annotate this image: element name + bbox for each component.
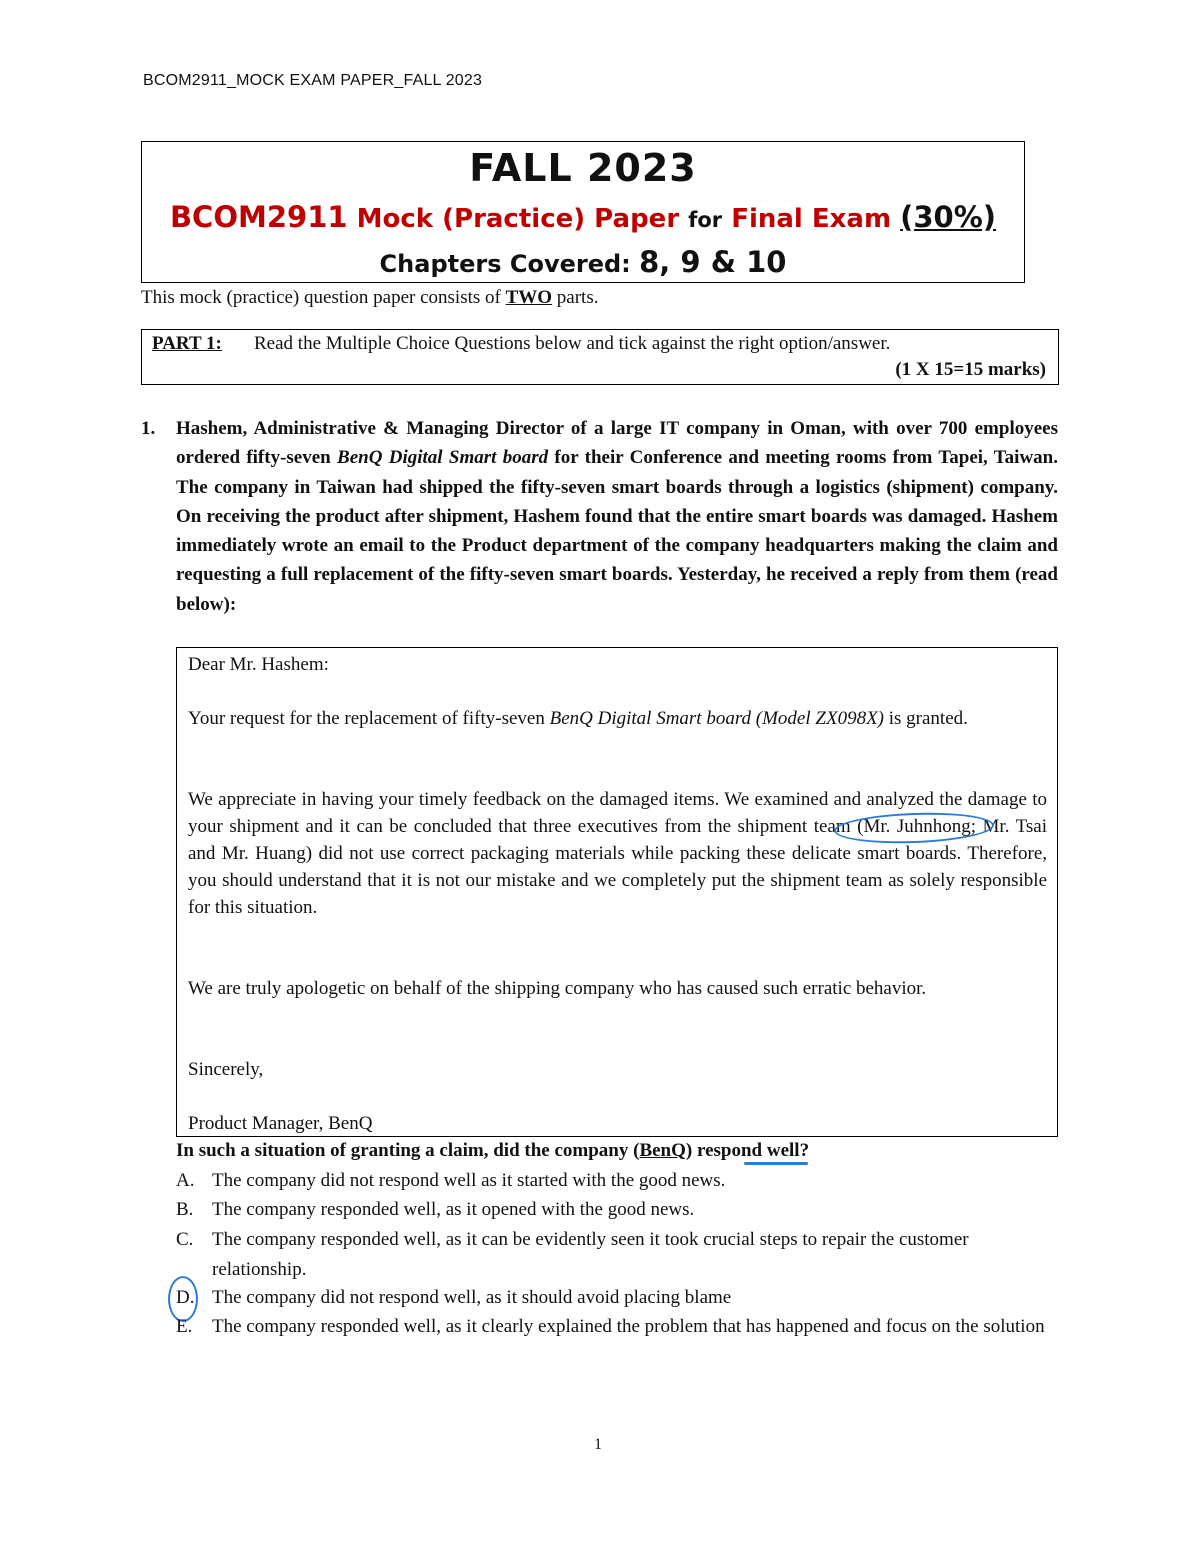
title-main <box>142 200 1024 234</box>
title-year: FALL 2023 <box>469 146 697 190</box>
option-letter: A. <box>176 1170 195 1191</box>
option-text: The company did not respond well as it started with the good news. <box>212 1170 726 1191</box>
prompt-b: ) respond well? <box>685 1140 810 1161</box>
annotation-underline-benq <box>744 1162 808 1165</box>
running-header: BCOM2911_MOCK EXAM PAPER_FALL 2023 <box>143 72 483 89</box>
chapters-line <box>142 245 1024 279</box>
letter-salutation: Dear Mr. Hashem: <box>188 654 329 675</box>
letter-closing: Sincerely, <box>188 1059 264 1080</box>
option-text: The company responded well, as it opened with the good news. <box>212 1199 695 1220</box>
letter-paragraph-3: We are truly apologetic on behalf of the shipping company who has caused such erratic behavior. <box>188 978 927 999</box>
stem-product: BenQ Digital Smart board <box>337 447 549 469</box>
option-text: The company did not respond well, as it should avoid placing blame <box>212 1287 732 1308</box>
part1-label: PART 1: <box>152 333 222 354</box>
intro-before: This mock (practice) question paper consists of <box>141 287 506 308</box>
question-stem <box>176 414 1058 619</box>
final-exam-label: Final Exam <box>731 204 892 234</box>
title-box <box>141 141 1025 283</box>
letter-paragraph-2: We appreciate in having your timely feedback on the damaged items. We examined and analyzed the damage to your shipment and it can be concluded that three executives from the shipment team (Mr. Juhnhong; Mr. Tsai and Mr. Huang) did not use correct packaging materials while packing these delicate smart boards. Therefore, you should understand that it is not our mistake and we completely put the shipment team as solely responsible for this situation. <box>188 789 1047 918</box>
letter-box <box>176 647 1058 1137</box>
stem-part-a: Hashem, Administrative & Managing Director of a large IT company in Oman, with over 700 employees ordered fifty-seven <box>176 418 1058 469</box>
question-prompt <box>176 1140 809 1162</box>
course-code: BCOM2911 <box>169 200 348 234</box>
chapters-numbers: 8, 9 & 10 <box>639 245 787 279</box>
part1-marks: (1 X 15=15 marks) <box>895 359 1046 380</box>
p1-product: BenQ Digital Smart board (Model ZX098X) <box>549 708 884 729</box>
intro-text <box>141 287 598 309</box>
weight-percent: (30%) <box>900 200 997 234</box>
option-letter: B. <box>176 1199 194 1220</box>
letter-paragraph-1 <box>188 705 1047 732</box>
mock-paper-label: Mock (Practice) Paper <box>356 204 680 234</box>
p1-a: Your request for the replacement of fifty-seven <box>188 708 550 729</box>
option-letter: C. <box>176 1229 194 1250</box>
page-number: 1 <box>594 1436 602 1453</box>
part1-box <box>141 329 1059 385</box>
p1-b: is granted. <box>884 708 968 729</box>
intro-after: parts. <box>552 287 599 308</box>
prompt-benq: BenQ <box>639 1140 686 1161</box>
for-label: for <box>688 208 723 232</box>
intro-emphasis: TWO <box>505 287 553 308</box>
option-letter: E. <box>176 1316 193 1337</box>
chapters-label: Chapters Covered: <box>379 250 631 278</box>
letter-signature: Product Manager, BenQ <box>188 1113 373 1134</box>
stem-part-b: for their Conference and meeting rooms from Tapei, Taiwan. The company in Taiwan had shipped the fifty-seven smart boards through a logistics (shipment) company. On receiving the product after shipment, Hashem found that the entire smart boards was damaged. Hashem immediately wrote an email to the Product department of the company headquarters making the claim and requesting a full replacement of the fifty-seven smart boards. Yesterday, he received a reply from them (read below): <box>176 447 1058 615</box>
part1-instruction: Read the Multiple Choice Questions below and tick against the right option/answer. <box>254 333 891 354</box>
prompt-a: In such a situation of granting a claim, did the company ( <box>176 1140 640 1161</box>
option-text: The company responded well, as it clearly explained the problem that has happened and focus on the solution <box>212 1316 1045 1337</box>
question-number: 1. <box>141 418 156 439</box>
option-letter: D. <box>176 1287 195 1308</box>
option-text: The company responded well, as it can be evidently seen it took crucial steps to repair the customer relationship. <box>212 1229 969 1280</box>
